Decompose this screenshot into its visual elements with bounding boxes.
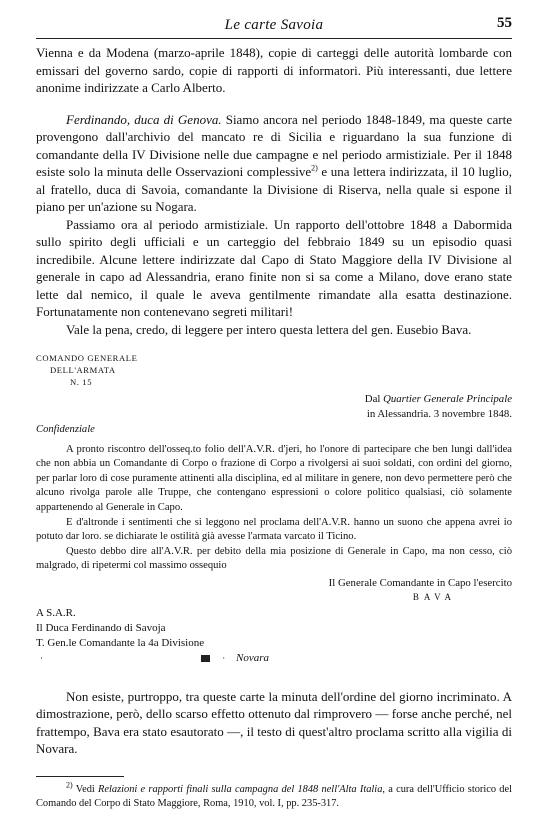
print-artifact-mark	[201, 655, 210, 662]
closing-paragraph: Non esiste, purtroppo, tra queste carte la minuta dell'ordine del giorno incriminato. A dimostrazione, però, dello scarso effetto ottenuto dal rimprovero — forse anche perché, nel frattempo, Bava era stato esautorato —, il testo di quest'altro proclama scritto alla vigilia di Novara.	[36, 688, 512, 757]
passiamo-paragraph: Passiamo ora al periodo armistiziale. Un rapporto dell'ottobre 1848 a Dabormida sullo spirito degli ufficiali e un carteggio del febbraio 1849 su un episodio quasi incredibile. Alcune lettere indirizzate dal Capo di Stato Maggiore della IV Divisione al generale in capo ad Alessandria, erano finite non si sa come a Milano, dove erano state lette dal nemico, il quale le aveva gentilmente rimandate alla esatta destinazione. Fortunatamente non contenevano segreti militari!	[36, 216, 512, 319]
letter-heading-line-3: N. 15	[70, 377, 93, 387]
footnote	[36, 780, 512, 812]
page-body	[36, 44, 512, 812]
letter-paragraph-1: A pronto riscontro dell'osseq.to folio dell'A.V.R. d'jeri, ho l'onore di partecipare che ben lungi dall'idea che non abbia un Comandante di Corpo o frazione di Corpo a rivolgersi ai suoi soldati, con ordini del giorno, per parlar loro di cose puramente attinenti alla disciplina, ed al militare in genere, non devo permettere però che alcuno rivolga parole alle Truppe, che contengano espressioni o colore politico qualsiasi, ciò solamente appartenendo al Generale in Capo.	[36, 443, 512, 513]
letter-heading-line-2: DELL'ARMATA	[50, 365, 116, 375]
running-header	[36, 12, 512, 39]
confidential-label: Confidenziale	[36, 424, 95, 435]
letter-heading	[36, 352, 512, 388]
print-artifact-dot-2: ·	[222, 652, 226, 663]
signature-name: BAVA	[412, 591, 456, 602]
footnote-marker: 2)	[66, 780, 73, 790]
letter-address	[36, 606, 512, 666]
footnote-lead: Vedi	[72, 783, 99, 795]
intro-paragraph: Vienna e da Modena (marzo-aprile 1848), copie di carteggi delle autorità lombarde con emissari del governo sardo, copie di rapporti di informatori. Più interessanti, due lettere anonime indirizzate a Carlo Alberto.	[36, 45, 512, 95]
letter-paragraph-2: E d'altronde i sentimenti che si leggono nel proclama dell'A.V.R. hanno un suono che appena avrei io potuto dar loro. se dichiarate le ostilità già avesse l'armata varcato il Ticino.	[36, 516, 512, 543]
address-line-3: T. Gen.le Comandante la 4a Divisione	[36, 636, 205, 649]
page-number: 55	[497, 15, 512, 31]
letter-heading-line-1: COMANDO GENERALE	[36, 353, 138, 363]
footnote-rest: , a cura dell'Ufficio storico del Comando del Corpo di Stato Maggiore, Roma, 1910, vol. I, pp. 235-317.	[36, 783, 512, 810]
footnote-rule	[36, 776, 124, 777]
dateline-prefix: Dal	[364, 393, 384, 405]
signature-role: Il Generale Comandante in Capo l'esercito	[328, 576, 512, 589]
print-artifact-dot: ·	[40, 652, 43, 663]
address-line-1: A S.A.R.	[36, 606, 76, 619]
address-line-2: Il Duca Ferdinando di Savoja	[36, 621, 166, 634]
letter-paragraph-3: Questo debbo dire all'A.V.R. per debito della mia posizione di Generale in Capo, ma non cesso, ciò malgrado, di ripetermi col massimo ossequio	[36, 545, 512, 572]
letter-dateline	[36, 392, 512, 421]
footnote-title: Relazioni e rapporti finali sulla campagna del 1848 nell'Alta Italia	[98, 783, 383, 795]
vale-paragraph: Vale la pena, credo, di leggere per intero questa lettera del gen. Eusebio Bava.	[66, 321, 472, 337]
footnote-reference: 2)	[311, 163, 318, 173]
running-title: Le carte Savoia	[224, 17, 324, 33]
dateline-line-1	[36, 392, 512, 407]
dateline-place: Quartier Generale Principale	[383, 393, 512, 405]
dateline-line-2: in Alessandria. 3 novembre 1848.	[366, 407, 512, 420]
address-line-4	[36, 651, 512, 666]
ferdinando-heading: Ferdinando, duca di Genova.	[66, 111, 222, 127]
address-place: Novara	[236, 651, 269, 664]
ferdinando-paragraph	[36, 111, 512, 216]
ferdinando-text-a: Siamo ancora nel periodo 1848-1849, ma queste carte provengono dall'archivio del mancato re di Sicilia e riguardano la sua funzione di comandante della IV Divisione nelle due campagne e nel periodo armistiziale. Per il 1848 esiste solo la minuta delle Osservazioni complessive	[36, 111, 512, 179]
letter-block	[36, 352, 512, 666]
ferdinando-text-b: e una lettera indirizzata, il 10 luglio, al fratello, duca di Savoia, comandante la Divisione di Riserva, nella quale si espone il piano per un'azione su Nogara.	[36, 164, 512, 214]
